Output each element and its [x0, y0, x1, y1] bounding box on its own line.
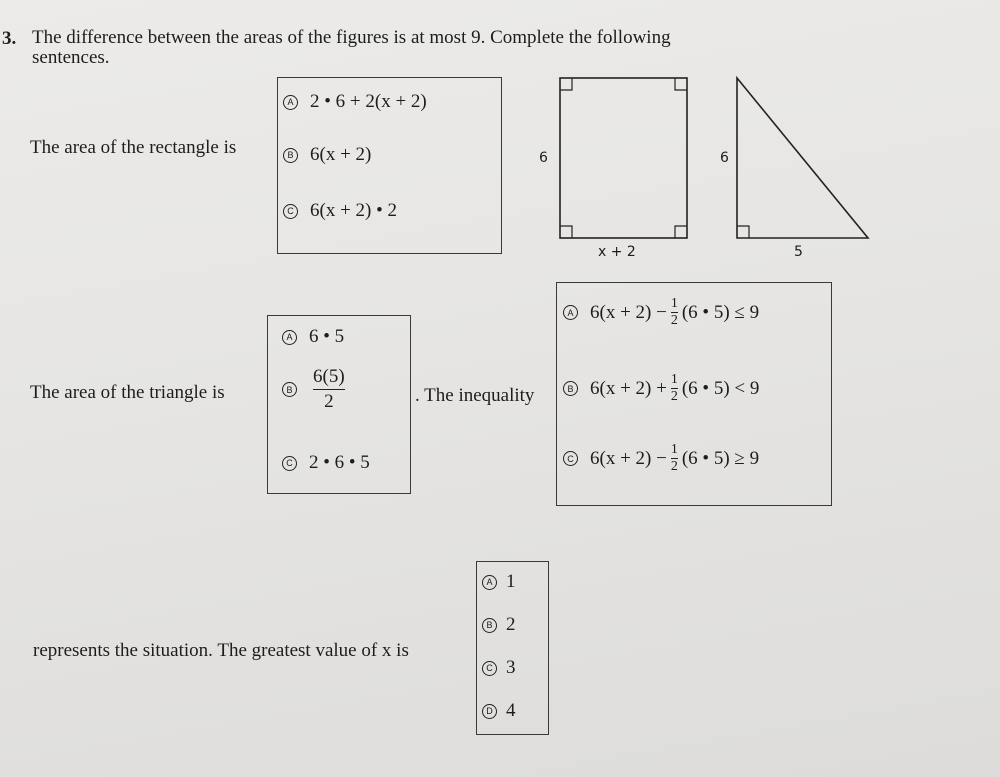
greatest-option-d[interactable] [482, 700, 516, 722]
one-half-fraction [671, 443, 678, 474]
fraction-numerator: 1 [670, 372, 678, 387]
greatest-option-value: 4 [506, 700, 516, 721]
option-letter-badge: B [283, 148, 298, 163]
fraction-numerator: 6(5) [313, 366, 345, 387]
inequality-left: 6(x + 2) + [590, 377, 667, 399]
triangle-option-a[interactable] [282, 326, 344, 348]
triangle-option-expr: 2 • 6 • 5 [309, 452, 370, 473]
rect-option-c[interactable] [283, 200, 397, 222]
fraction-denominator: 2 [670, 459, 678, 474]
inequality-right: (6 • 5) ≥ 9 [681, 447, 760, 469]
inequality-right: (6 • 5) ≤ 9 [681, 301, 760, 323]
option-letter-badge: C [563, 451, 578, 466]
greatest-option-value: 1 [506, 571, 516, 592]
rect-option-a[interactable] [283, 91, 427, 113]
greatest-option-c[interactable] [482, 657, 516, 679]
question-number: 3. [2, 28, 17, 49]
greatest-value-sentence: represents the situation. The greatest value of x is [33, 640, 409, 661]
inequality-right: (6 • 5) < 9 [681, 377, 760, 399]
option-letter-badge: C [282, 456, 297, 471]
inequality-option-b[interactable] [563, 373, 759, 404]
figures-drawing [540, 70, 880, 270]
option-letter-badge: B [282, 382, 297, 397]
option-letter-badge: A [482, 575, 497, 590]
fraction-numerator: 1 [670, 442, 678, 457]
greatest-option-b[interactable] [482, 614, 516, 636]
option-letter-badge: B [482, 618, 497, 633]
option-letter-badge: C [482, 661, 497, 676]
option-letter-badge: A [283, 95, 298, 110]
option-letter-badge: A [282, 330, 297, 345]
greatest-value-choice-box [476, 561, 549, 735]
fraction-denominator: 2 [670, 313, 678, 328]
triangle-figure [737, 78, 868, 238]
rect-option-b[interactable] [283, 144, 371, 166]
inequality-option-a[interactable] [563, 297, 759, 328]
rect-area-choice-box [277, 77, 502, 254]
option-letter-badge: A [563, 305, 578, 320]
rectangle-right-angle-marks [560, 78, 687, 238]
triangle-area-choice-box [267, 315, 411, 494]
rectangle-figure [560, 78, 687, 238]
greatest-option-a[interactable] [482, 571, 516, 593]
one-half-fraction [671, 297, 678, 328]
triangle-area-sentence: The area of the triangle is [30, 382, 225, 403]
rect-area-sentence: The area of the rectangle is [30, 137, 237, 158]
greatest-option-value: 3 [506, 657, 516, 678]
question-text: The difference between the areas of the figures is at most 9. Complete the following sentences. [32, 27, 671, 68]
option-letter-badge: B [563, 381, 578, 396]
greatest-option-value: 2 [506, 614, 516, 635]
inequality-left: 6(x + 2) − [590, 301, 667, 323]
rect-option-expr: 6(x + 2) • 2 [310, 200, 398, 221]
rect-option-expr: 6(x + 2) [310, 144, 372, 165]
fraction-numerator: 1 [670, 296, 678, 311]
triangle-option-b[interactable] [282, 366, 349, 413]
inequality-sentence: . The inequality [415, 385, 535, 406]
triangle-option-c[interactable] [282, 452, 370, 474]
option-letter-badge: C [283, 204, 298, 219]
inequality-choice-box [556, 282, 832, 506]
rect-option-expr: 2 • 6 + 2(x + 2) [310, 91, 427, 112]
option-letter-badge: D [482, 704, 497, 719]
triangle-right-angle-mark [737, 226, 749, 238]
triangle-height-label: 6 [720, 150, 729, 166]
one-half-fraction [671, 373, 678, 404]
rect-width-label: x + 2 [598, 244, 636, 260]
rect-height-label: 6 [539, 150, 548, 166]
inequality-option-c[interactable] [563, 443, 759, 474]
triangle-base-label: 5 [794, 244, 803, 260]
fraction-bar [313, 389, 345, 390]
fraction-denominator: 2 [324, 391, 334, 412]
triangle-option-expr: 6 • 5 [309, 326, 345, 347]
inequality-left: 6(x + 2) − [590, 447, 667, 469]
triangle-option-fraction [313, 366, 345, 413]
fraction-denominator: 2 [670, 389, 678, 404]
